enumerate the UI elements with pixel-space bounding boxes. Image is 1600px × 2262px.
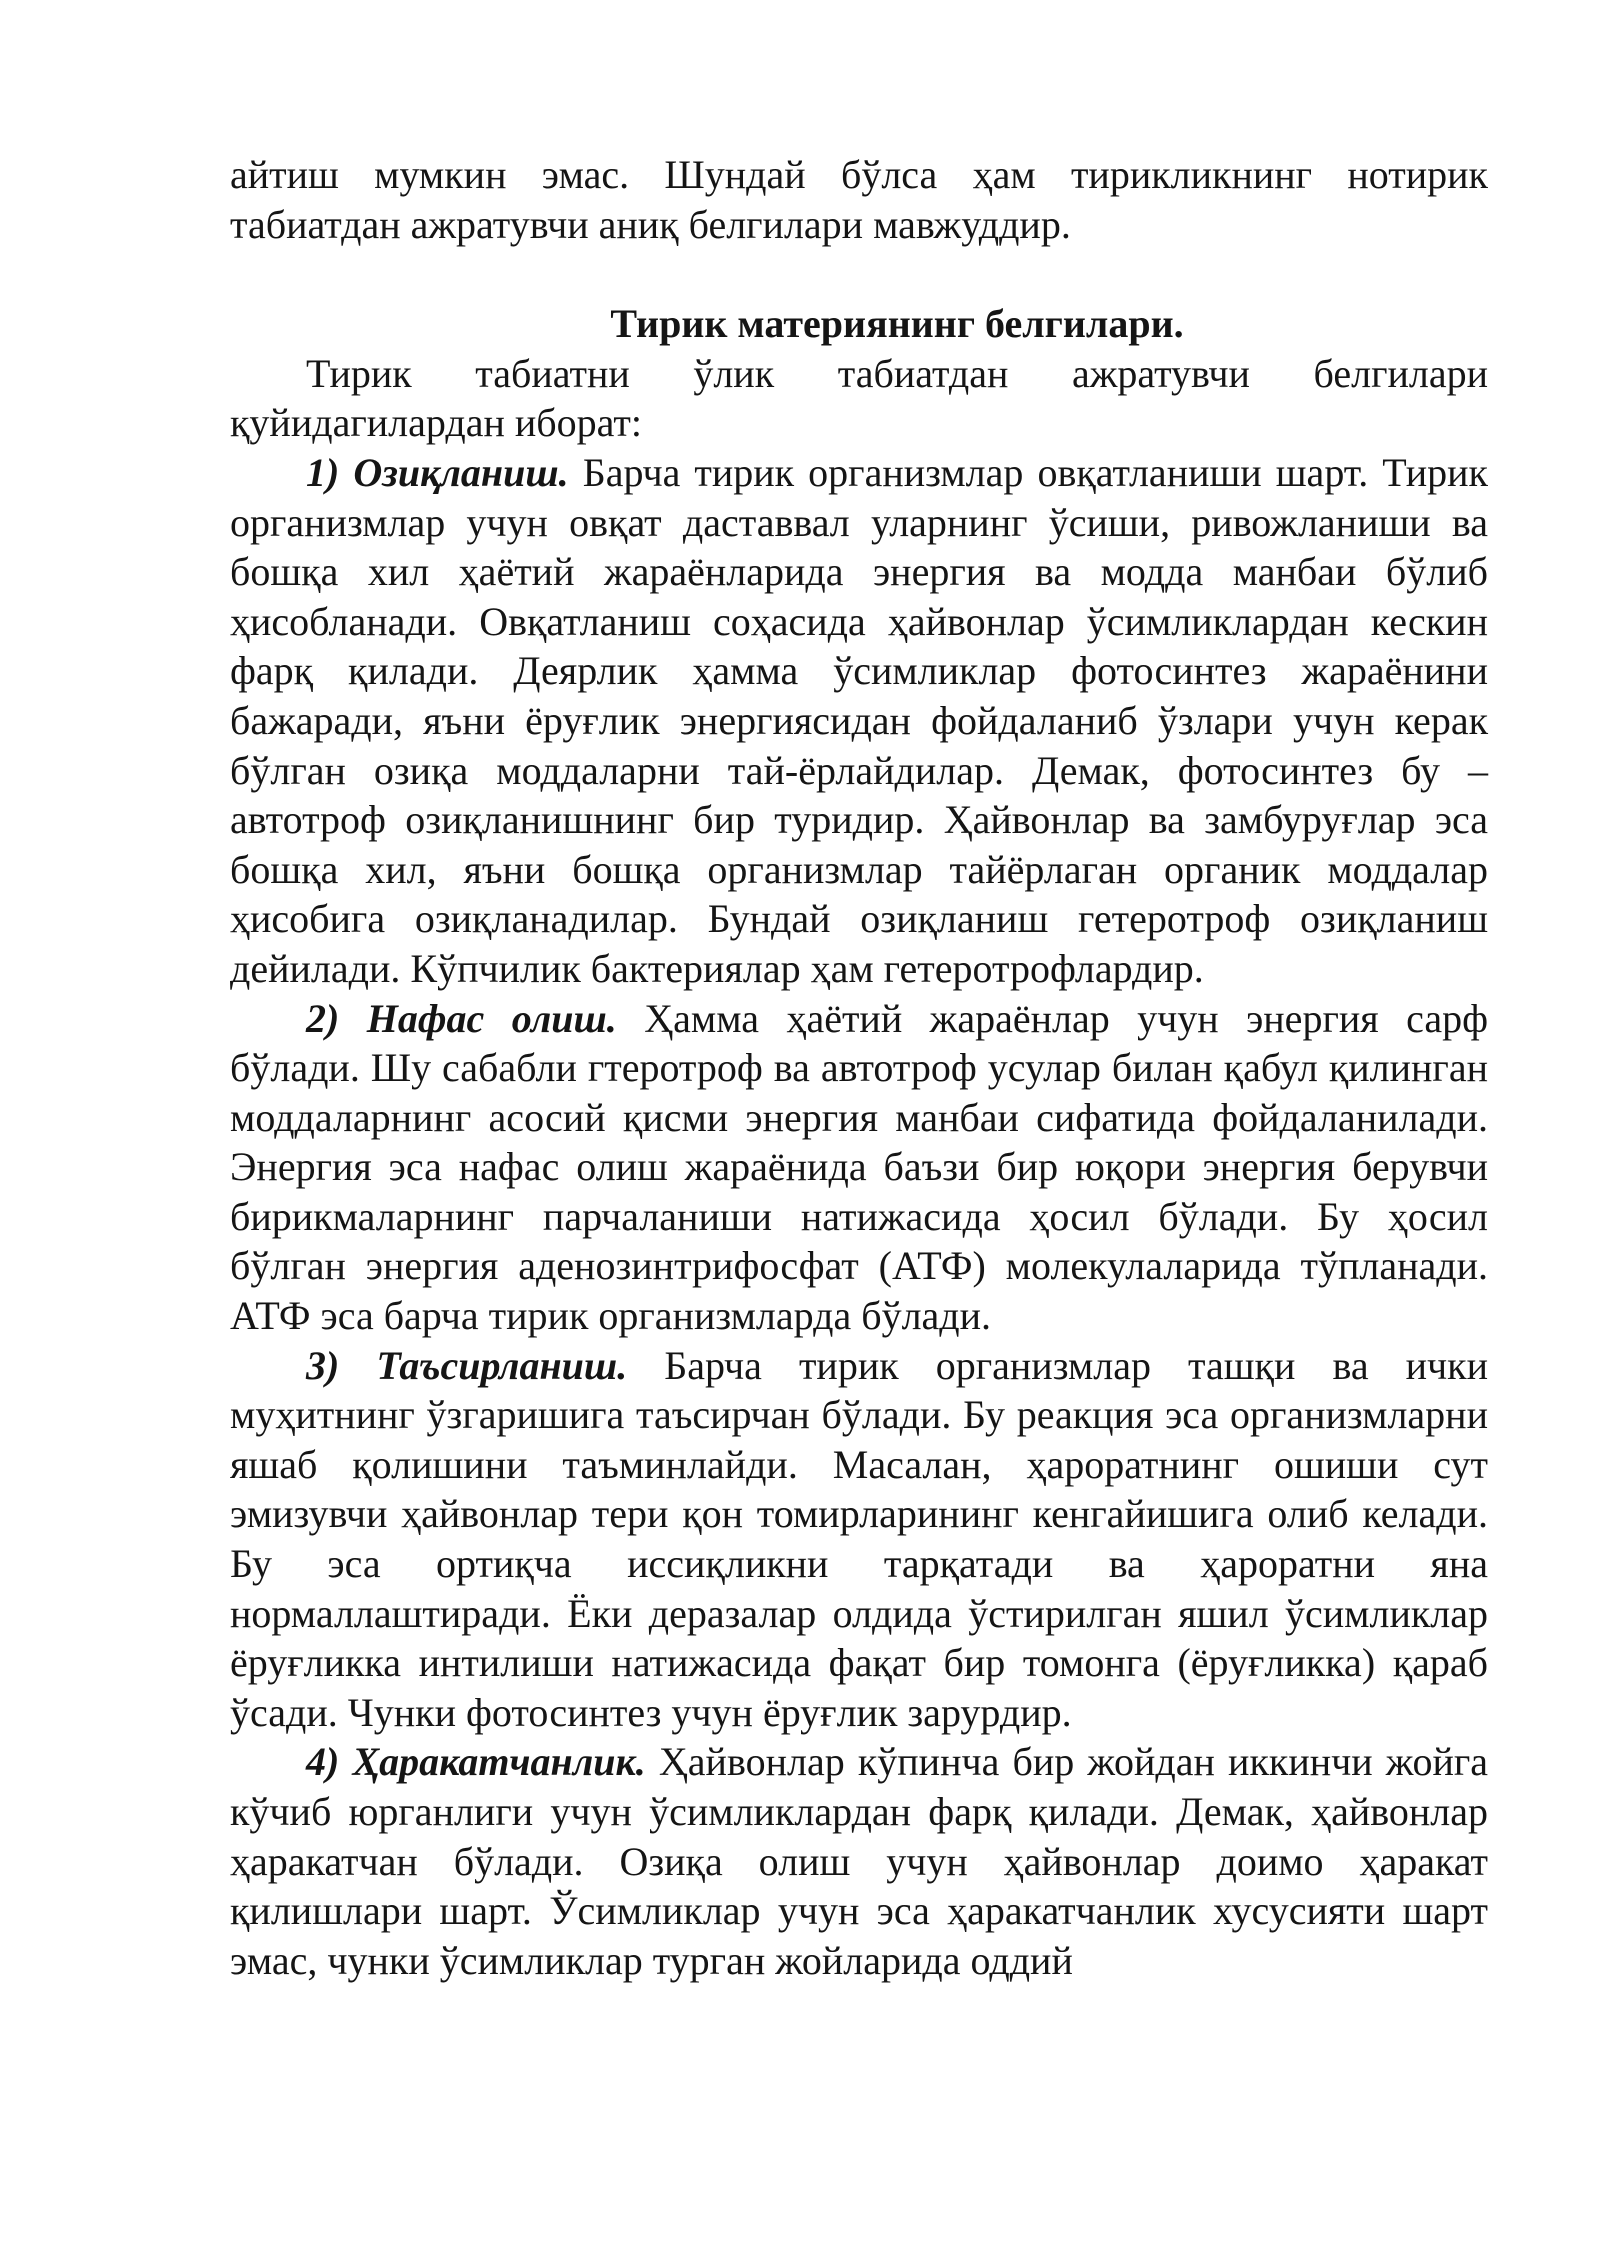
item-paragraph-nutrition	[230, 448, 1488, 994]
item-text: Барча тирик организмлар ташқи ва ички муҳитнинг ўзгаришига таъсирчан бўлади. Бу реакция эса организмларни яшаб қолишини таъминлайди. Масалан, ҳароратнинг ошиши сут эмизувчи ҳайвонлар тери қон томирларининг кенгайишига олиб келади. Бу эса ортиқча иссиқликни тарқатади ва ҳароратни яна нормаллаштиради. Ёки деразалар олдида ўстирилган яшил ўсимликлар ёруғликка интилиши натижасида фақат бир томонга (ёруғликка) қараб ўсади. Чунки фотосинтез учун ёруғлик зарурдир.	[230, 1342, 1488, 1735]
item-paragraph-motility	[230, 1737, 1488, 1985]
item-text: Ҳамма ҳаётий жараёнлар учун энергия сарф бўлади. Шу сабабли гтеротроф ва автотроф усулар билан қабул қилинган моддаларнинг асосий қисми энергия манбаи сифатида фойдаланилади. Энергия эса нафас олиш жараёнида баъзи бир юқори энергия берувчи бирикмаларнинг парчаланиши натижасида ҳосил бўлади. Бу ҳосил бўлган энергия аденозинтрифосфат (АТФ) молекулаларида тўпланади. АТФ эса барча тирик организмларда бўлади.	[230, 995, 1489, 1339]
item-term: 4) Ҳаракатчанлик.	[306, 1739, 646, 1785]
paragraph-gap	[230, 249, 1488, 299]
section-heading: Тирик материянинг белгилари.	[610, 301, 1184, 347]
item-term: 1) Озиқланиш.	[306, 449, 569, 495]
intro-paragraph: айтиш мумкин эмас. Шундай бўлса ҳам тирикликнинг нотирик табиатдан ажратувчи аниқ белгилари мавжуддир.	[230, 152, 1488, 247]
document-page	[230, 150, 1488, 1985]
item-paragraph-irritability	[230, 1341, 1488, 1738]
section-intro-paragraph: Тирик табиатни ўлик табиатдан ажратувчи белгилари қуйидагилардан иборат:	[230, 350, 1488, 446]
item-paragraph-respiration	[230, 994, 1488, 1341]
item-term: 2) Нафас олиш.	[306, 995, 617, 1041]
item-term: 3) Таъсирланиш.	[306, 1342, 628, 1388]
item-text: Барча тирик организмлар овқатланиши шарт. Тирик организмлар учун овқат даставвал уларнинг ўсиши, ривожланиши ва бошқа хил ҳаётий жараёнларида энергия ва модда манбаи бўлиб ҳисобланади. Овқатланиш соҳасида ҳайвонлар ўсимликлардан кескин фарқ қилади. Деярлик ҳамма ўсимликлар фотосинтез жараёнини бажаради, яъни ёруғлик энергиясидан фойдаланиб ўзлари учун керак бўлган озиқа моддаларни тай-ёрлайдилар. Демак, фотосинтез бу – автотроф озиқланишнинг бир туридир. Ҳайвонлар ва замбуруғлар эса бошқа хил, яъни бошқа организмлар тайёрлаган органик моддалар ҳисобига озиқланадилар. Бундай озиқланиш гетеротроф озиқланиш дейилади. Кўпчилик бактериялар ҳам гетеротрофлардир.	[230, 449, 1488, 991]
item-text: Ҳайвонлар кўпинча бир жойдан иккинчи жойга кўчиб юрганлиги учун ўсимликлардан фарқ қилади. Демак, ҳайвонлар ҳаракатчан бўлади. Озиқа олиш учун ҳайвонлар доимо ҳаракат қилишлари шарт. Ўсимликлар учун эса ҳаракатчанлик хусусияти шарт эмас, чунки ўсимликлар турган жойларида оддий	[230, 1739, 1489, 1983]
